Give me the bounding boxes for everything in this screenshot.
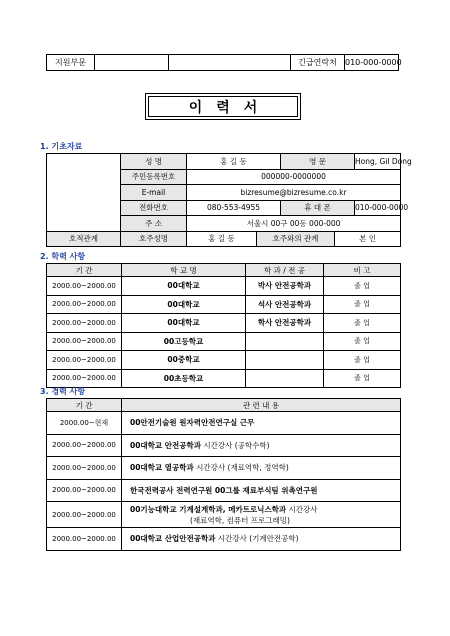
- edu-school: 00중학교: [122, 351, 246, 370]
- edu-school: 00대학교: [122, 295, 246, 314]
- career-org: 한국전력공사 전력연구원 00그룹 재료부식팀 위촉연구원: [130, 485, 318, 495]
- mobile-value: 010-000-0000: [355, 200, 401, 216]
- emergency-contact-label: 긴급연락처: [291, 55, 345, 71]
- relation-to-head-label: 호주와의 관계: [257, 231, 335, 247]
- email-label: E-mail: [121, 185, 187, 201]
- career-period: 2000.00~2000.00: [47, 434, 122, 457]
- career-period: 2000.00~2000.00: [47, 457, 122, 480]
- edu-header-note: 비 고: [324, 264, 401, 277]
- edu-note: 졸 업: [324, 369, 401, 388]
- blank-cell: [169, 55, 291, 71]
- edu-note: 졸 업: [324, 332, 401, 351]
- career-desc: [122, 457, 401, 480]
- career-role: 시간강사: [286, 504, 318, 514]
- table-row: [47, 295, 401, 314]
- phone-label: 전화번호: [121, 200, 187, 216]
- email-value: bizresume@bizresume.co.kr: [187, 185, 401, 201]
- career-role: 시간강사 (공학수학): [201, 440, 270, 450]
- family-relation-label: 호적관계: [47, 231, 121, 247]
- basic-info-table: [46, 153, 412, 247]
- career-desc: [122, 502, 401, 528]
- edu-note: 졸 업: [324, 295, 401, 314]
- career-role: 시간강사 (기계안전공학): [215, 534, 299, 544]
- edu-school: 00대학교: [122, 277, 246, 296]
- edu-major: [246, 351, 324, 370]
- table-row: [47, 332, 401, 351]
- id-number-value: 000000-0000000: [187, 169, 401, 185]
- career-table: [46, 398, 401, 551]
- section-education-heading: 2. 학력 사항: [40, 252, 86, 261]
- name-value: 홍 길 동: [187, 154, 281, 170]
- field-label: 지원부문: [47, 55, 95, 71]
- edu-period: 2000.00~2000.00: [47, 332, 122, 351]
- edu-school: 00대학교: [122, 314, 246, 333]
- edu-school: 00고등학교: [122, 332, 246, 351]
- address-value: 서울시 00구 00동 000-000: [187, 216, 401, 232]
- edu-note: 졸 업: [324, 277, 401, 296]
- table-row: [47, 314, 401, 333]
- career-org: 00기능대학교 기계설계학과, 메카트로닉스학과: [130, 504, 287, 514]
- career-role: 시간강사 (재료역학, 정역학): [193, 463, 289, 473]
- career-period: 2000.00~2000.00: [47, 528, 122, 551]
- edu-major: [246, 332, 324, 351]
- career-header-period: 기 간: [47, 399, 122, 412]
- career-org: 00대학교 안전공학과: [130, 440, 202, 450]
- edu-header-school: 학 교 명: [122, 264, 246, 277]
- edu-major: 박사 안전공학과: [246, 277, 324, 296]
- emergency-contact-value: 010-000-0000: [345, 55, 399, 71]
- table-row: [47, 479, 401, 502]
- phone-value: 080-553-4955: [187, 200, 281, 216]
- address-label: 주 소: [121, 216, 187, 232]
- photo-box: [47, 154, 121, 232]
- edu-header-major: 학 과 / 전 공: [246, 264, 324, 277]
- table-row: [47, 434, 401, 457]
- edu-period: 2000.00~2000.00: [47, 314, 122, 333]
- edu-period: 2000.00~2000.00: [47, 295, 122, 314]
- career-subjects: (재료역학, 컴퓨터 프로그래밍): [190, 515, 290, 525]
- career-desc: [122, 479, 401, 502]
- table-row: [47, 502, 401, 528]
- education-table: [46, 263, 401, 388]
- career-period: 2000.00~2000.00: [47, 479, 122, 502]
- table-row: [47, 369, 401, 388]
- career-period: 2000.00~현재: [47, 412, 122, 435]
- edu-period: 2000.00~2000.00: [47, 351, 122, 370]
- edu-school: 00초등학교: [122, 369, 246, 388]
- relation-to-head-value: 본 인: [335, 231, 401, 247]
- edu-note: 졸 업: [324, 314, 401, 333]
- english-name-value: Hong, Gil Dong: [355, 154, 401, 170]
- career-period: 2000.00~2000.00: [47, 502, 122, 528]
- career-org: 00대학교 산업안전공학과: [130, 534, 216, 544]
- career-org: 00안전기술원 원자력안전연구실 근무: [130, 418, 255, 428]
- mobile-label: 휴 대 폰: [281, 200, 355, 216]
- document-title: 이력서: [188, 99, 272, 116]
- edu-header-period: 기 간: [47, 264, 122, 277]
- id-number-label: 주민등록번호: [121, 169, 187, 185]
- family-head-name-label: 호주성명: [121, 231, 187, 247]
- table-row: [47, 277, 401, 296]
- english-name-label: 영 문: [281, 154, 355, 170]
- name-label: 성 명: [121, 154, 187, 170]
- section-career-heading: 3. 경력 사항: [40, 387, 86, 396]
- section-basic-heading: 1. 기초자료: [40, 142, 83, 151]
- table-row: [47, 528, 401, 551]
- edu-major: 학사 안전공학과: [246, 314, 324, 333]
- career-desc: [122, 434, 401, 457]
- career-org: 00대학교 열공학과: [130, 463, 194, 473]
- table-row: [47, 351, 401, 370]
- top-info-bar: [46, 54, 402, 71]
- edu-period: 2000.00~2000.00: [47, 369, 122, 388]
- career-desc: [122, 528, 401, 551]
- edu-major: [246, 369, 324, 388]
- table-row: [47, 457, 401, 480]
- family-head-name-value: 홍 길 동: [187, 231, 257, 247]
- document-title-box: [145, 93, 301, 120]
- edu-major: 석사 안전공학과: [246, 295, 324, 314]
- edu-note: 졸 업: [324, 351, 401, 370]
- field-value: [95, 55, 169, 71]
- table-row: [47, 412, 401, 435]
- edu-period: 2000.00~2000.00: [47, 277, 122, 296]
- career-desc: [122, 412, 401, 435]
- career-header-desc: 관 련 내 용: [122, 399, 401, 412]
